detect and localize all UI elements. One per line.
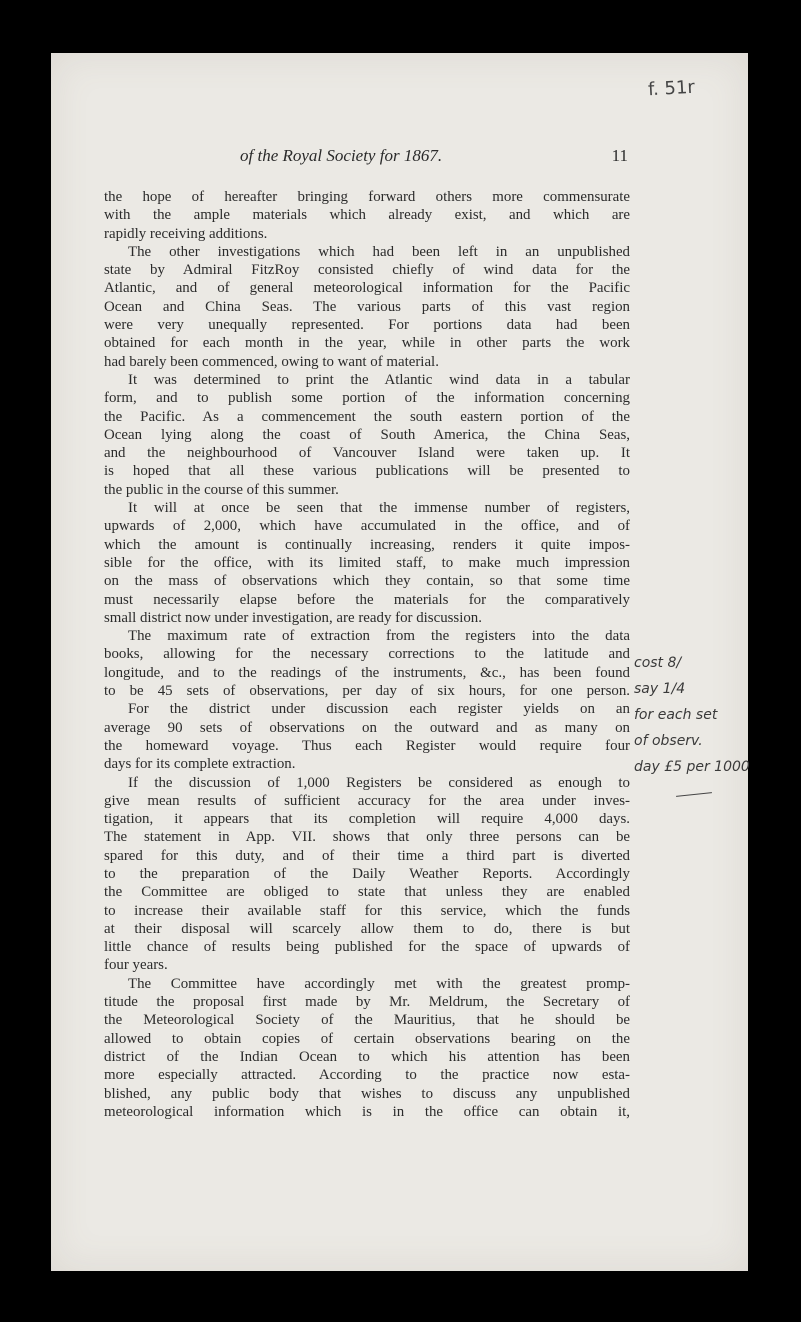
handwritten-margin-note: [634, 650, 774, 780]
text-line: little chance of results being published for the space of upwards of: [104, 939, 630, 956]
text-line: to be 45 sets of observations, per day of six hours, for one person.: [104, 683, 630, 700]
folio-number: f. 51r: [647, 76, 696, 101]
margin-note-line: of observ.: [634, 733, 703, 749]
text-line: spared for this duty, and of their time a third part is diverted: [104, 847, 630, 864]
text-line: It will at once be seen that the immense number of registers,: [128, 500, 630, 517]
text-line: rapidly receiving additions.: [104, 225, 268, 242]
text-line: books, allowing for the necessary corrections to the latitude and: [104, 646, 630, 663]
text-line: blished, any public body that wishes to discuss any unpublished: [104, 1085, 630, 1102]
text-line: were very unequally represented. For portions data had been: [104, 317, 630, 334]
text-line: tigation, it appears that its completion will require 4,000 days.: [104, 811, 630, 828]
text-line: It was determined to print the Atlantic wind data in a tabular: [128, 371, 630, 388]
running-head: [100, 146, 630, 168]
text-line: more especially attracted. According to the practice now esta-: [104, 1067, 630, 1084]
text-line: and the neighbourhood of Vancouver Island were taken up. It: [104, 445, 630, 462]
body-text: [104, 188, 630, 1121]
text-line: Ocean lying along the coast of South America, the China Seas,: [104, 426, 630, 443]
text-line: give mean results of sufficient accuracy for the area under inves-: [104, 792, 630, 809]
page-number: 11: [611, 146, 628, 165]
text-line: to increase their available staff for this service, which the funds: [104, 902, 630, 919]
text-line: form, and to publish some portion of the information concerning: [104, 390, 630, 407]
text-line: which the amount is continually increasing, renders it quite impos-: [104, 536, 630, 553]
text-line: the Pacific. As a commencement the south eastern portion of the: [104, 408, 630, 425]
text-line: is hoped that all these various publications will be presented to: [104, 463, 630, 480]
text-line: titude the proposal first made by Mr. Meldrum, the Secretary of: [104, 994, 630, 1011]
margin-note-line: cost 8/: [634, 655, 682, 671]
text-line: For the district under discussion each register yields on an: [128, 701, 630, 718]
text-line: The other investigations which had been left in an unpublished: [128, 243, 630, 260]
text-line: days for its complete extraction.: [104, 756, 296, 773]
text-line: four years.: [104, 957, 168, 974]
margin-note-line: for each set: [634, 707, 718, 723]
text-line: average 90 sets of observations on the outward and as many on: [104, 719, 630, 736]
text-line: on the mass of observations which they contain, so that some time: [104, 573, 630, 590]
margin-note-line: day £5 per 1000: [634, 759, 750, 775]
text-line: to the preparation of the Daily Weather Reports. Accordingly: [104, 865, 630, 882]
text-line: state by Admiral FitzRoy consisted chiefly of wind data for the: [104, 262, 630, 279]
text-line: The Committee have accordingly met with the greatest promp-: [128, 975, 630, 992]
margin-note-line: say 1/4: [634, 681, 686, 697]
text-line: meteorological information which is in the office can obtain it,: [104, 1103, 630, 1120]
text-line: district of the Indian Ocean to which his attention has been: [104, 1048, 630, 1065]
text-line: must necessarily elapse before the materials for the comparatively: [104, 591, 630, 608]
text-line: with the ample materials which already exist, and which are: [104, 207, 630, 224]
text-line: the Committee are obliged to state that unless they are enabled: [104, 884, 630, 901]
text-line: The maximum rate of extraction from the registers into the data: [128, 628, 630, 645]
text-line: upwards of 2,000, which have accumulated in the office, and of: [104, 518, 630, 535]
text-line: had barely been commenced, owing to want of material.: [104, 353, 439, 370]
text-line: small district now under investigation, are ready for discussion.: [104, 609, 482, 626]
text-line: the homeward voyage. Thus each Register would require four: [104, 737, 630, 754]
text-line: sible for the office, with its limited staff, to make much impression: [104, 554, 630, 571]
text-line: The statement in App. VII. shows that only three persons can be: [104, 829, 630, 846]
text-line: the hope of hereafter bringing forward others more commensurate: [104, 189, 630, 205]
text-line: If the discussion of 1,000 Registers be considered as enough to: [128, 774, 630, 791]
text-line: obtained for each month in the year, while in other parts the work: [104, 335, 630, 352]
text-line: longitude, and to the readings of the instruments, &c., has been found: [104, 664, 630, 681]
text-line: Atlantic, and of general meteorological information for the Pacific: [104, 280, 630, 297]
text-line: allowed to obtain copies of certain observations bearing on the: [104, 1030, 630, 1047]
running-title: of the Royal Society for 1867.: [240, 146, 443, 165]
text-line: at their disposal will scarcely allow them to do, there is but: [104, 920, 630, 937]
text-line: the public in the course of this summer.: [104, 481, 339, 498]
text-line: the Meteorological Society of the Mauritius, that he should be: [104, 1012, 630, 1029]
text-line: Ocean and China Seas. The various parts of this vast region: [104, 298, 630, 315]
